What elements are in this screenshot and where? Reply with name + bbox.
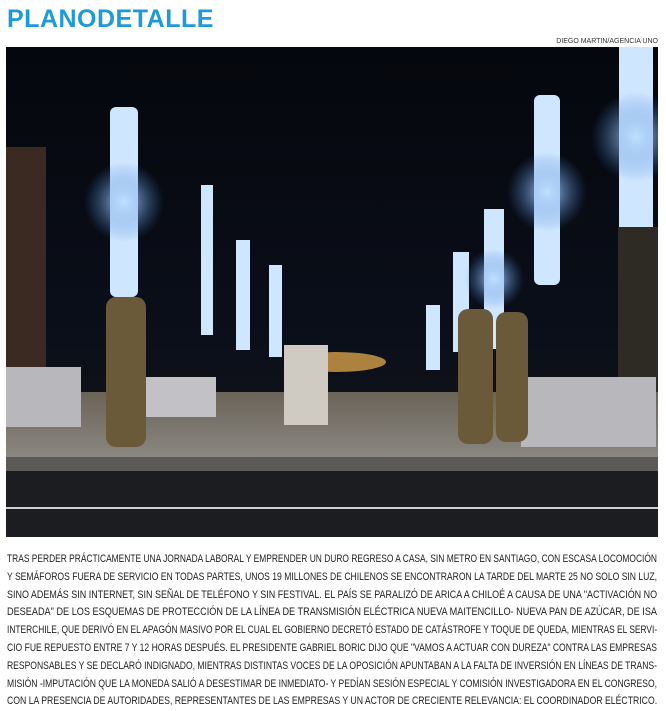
article-line: MISIÓN -IMPUTACIÓN QUE LA MONEDA SALIÓ A DESESTIMAR DE INMEDIATO- Y PEDÍAN SESIÓN ESPECIAL Y COMISIÓN INVESTIGADORA EN EL CONGRESO, [7,677,657,690]
article-line: INTERCHILE, QUE DERIVÓ EN EL APAGÓN MASIVO POR EL CUAL EL GOBIERNO DECRETÓ ESTADO DE CATÁSTROFE Y TOQUE DE QUEDA, MIENTRAS EL SERVI- [7,624,658,637]
article-line: Y SEMÁFOROS FUERA DE SERVICIO EN TODAS PARTES, UNOS 19 MILLONES DE CHILENOS SE ENCONTRARON LA TARDE DEL MARTE 25 NO SOLO SIN LUZ, [7,570,657,583]
article-line: TRAS PERDER PRÁCTICAMENTE UNA JORNADA LABORAL Y EMPRENDER UN DURO REGRESO A CASA, SIN METRO EN SANTIAGO, CON ESCASA LOCOMOCIÓN [7,553,657,565]
section-title: PLANODETALLE [7,5,214,33]
article-line: DESEADA" DE LOS ESQUEMAS DE PROTECCIÓN DE LA LÍNEA DE TRANSMISIÓN ELÉCTRICA NUEVA MAITENCILLO- NUEVA PAN DE AZÚCAR, DE ISA [7,606,657,619]
article-body [7,551,657,711]
article-line: SINO ADEMÁS SIN INTERNET, SIN SEÑAL DE TELÉFONO Y SIN FESTIVAL. EL PAÍS SE PARALIZÓ DE ARICA A CHILOÉ A CAUSA DE UNA "ACTIVACIÓN NO [7,588,658,601]
article-line: CIO FUE REPUESTO ENTRE 7 Y 12 HORAS DESPUÉS. EL PRESIDENTE GABRIEL BORIC DIJO QUE "VAMOS A ACTUAR CON DUREZA" CONTRA LAS EMPRESAS [7,641,657,654]
photo-credit: DIEGO MARTIN/AGENCIA UNO [556,38,658,45]
article-line: CON LA PRESENCIA DE AUTORIDADES, REPRESENTANTES DE LAS EMPRESAS Y UN ACTOR DE CRECIENTE RELEVANCIA: EL COORDINADOR ELÉCTRICO. [7,695,658,708]
article-line: RESPONSABLES Y SE DECLARÓ INDIGNADO, MIENTRAS DISTINTAS VOCES DE LA OPOSICIÓN APUNTABAN A LA FALTA DE INVERSIÓN EN LÍNEAS DE TRANS- [7,659,657,672]
night-plaza-photo [6,47,658,537]
